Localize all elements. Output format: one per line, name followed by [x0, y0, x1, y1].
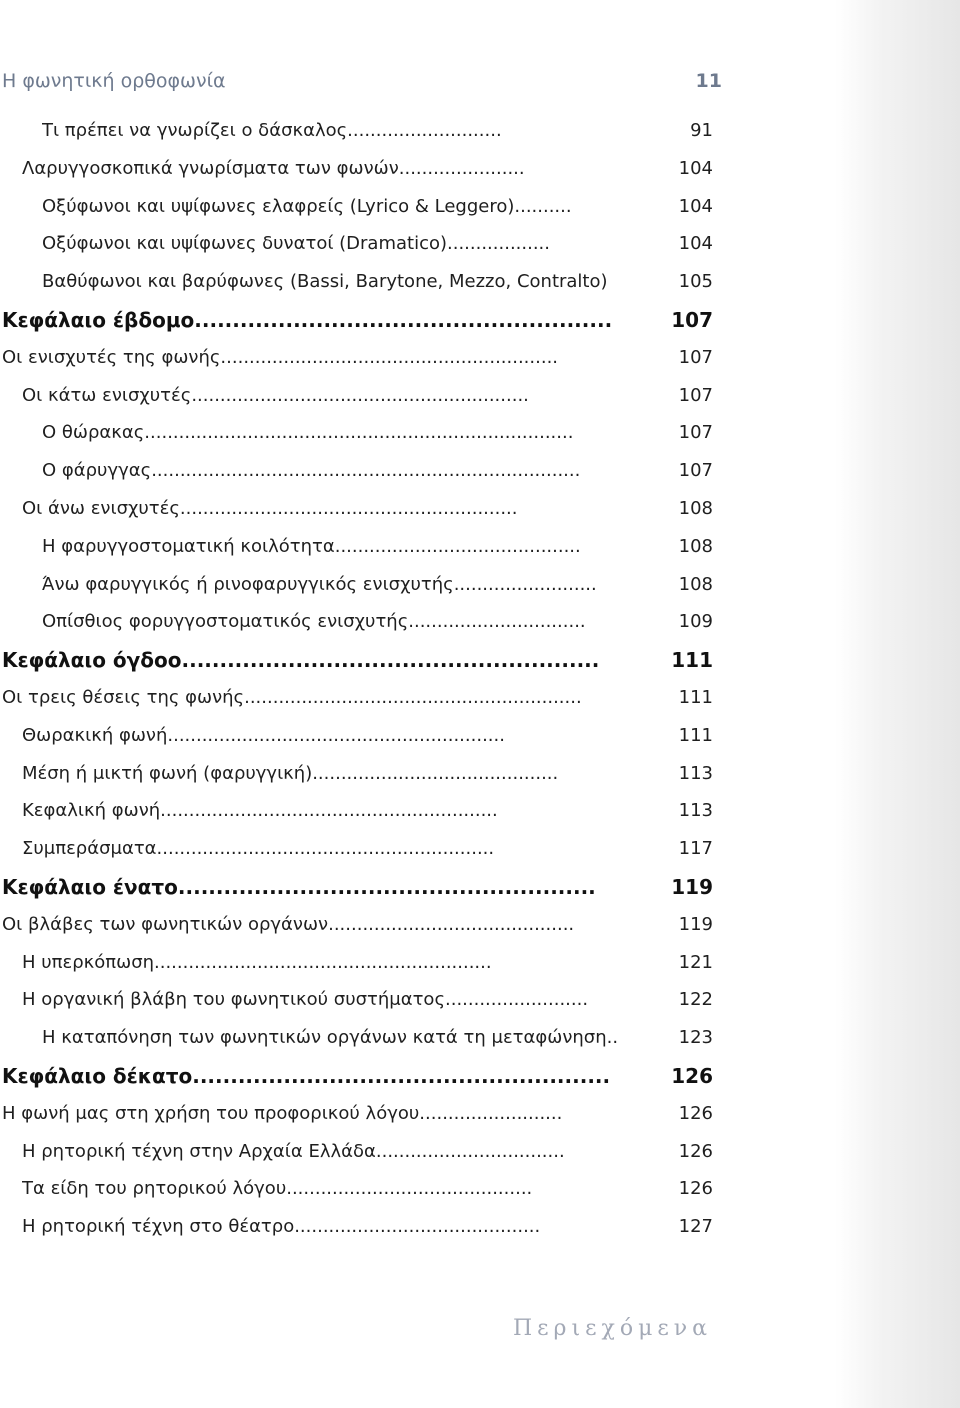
- toc-entry-title: Μέση ή μικτή φωνή (φαρυγγική)...........................................: [22, 763, 559, 784]
- toc-chapter-entry: [2, 872, 713, 902]
- toc-entry-page: 108: [679, 570, 713, 600]
- toc-entry: [22, 985, 713, 1015]
- toc-entry-title: Λαρυγγοσκοπικά γνωρίσματα των φωνών......................: [22, 158, 525, 179]
- toc-entry-title: Ο φάρυγγας...........................................................................: [42, 460, 581, 481]
- toc-entry: [42, 1023, 713, 1053]
- toc-entry-page: 107: [679, 381, 713, 411]
- toc-entry: [2, 1099, 713, 1129]
- toc-entry: [22, 796, 713, 826]
- toc-entry: [42, 116, 713, 146]
- toc-entry-page: 104: [679, 229, 713, 259]
- toc-entry-title: Οι άνω ενισχυτές...........................................................: [22, 498, 518, 519]
- toc-entry-page: 119: [671, 872, 713, 902]
- toc-entry-page: 113: [679, 759, 713, 789]
- toc-entry-page: 119: [679, 910, 713, 940]
- toc-entry-title: Οι βλάβες των φωνητικών οργάνων...........................................: [2, 914, 575, 935]
- toc-entry: [42, 607, 713, 637]
- toc-entry-title: Οι κάτω ενισχυτές...........................................................: [22, 385, 529, 406]
- toc-entry-page: 126: [679, 1137, 713, 1167]
- toc-entry-title: Κεφαλική φωνή...........................................................: [22, 800, 498, 821]
- toc-entry-title: Κεφάλαιο ένατο.......................................................: [2, 875, 596, 899]
- toc-entry-title: Η ρητορική τέχνη στην Αρχαία Ελλάδα.................................: [22, 1141, 565, 1162]
- toc-entry-title: Βαθύφωνοι και βαρύφωνες (Bassi, Barytone, Mezzo, Contralto): [42, 271, 608, 292]
- toc-entry: [42, 418, 713, 448]
- toc-entry-title: Οι τρεις θέσεις της φωνής...........................................................: [2, 687, 582, 708]
- running-footer-title: Περιεχόμενα: [512, 1316, 712, 1341]
- toc-entry-title: Ο θώρακας...........................................................................: [42, 422, 574, 443]
- toc-entry-title: Οξύφωνοι και υψίφωνες ελαφρείς (Lyrico & Leggero)..........: [42, 196, 572, 217]
- toc-entry: [42, 192, 713, 222]
- toc-entry-page: 113: [679, 796, 713, 826]
- toc-entry-page: 126: [679, 1099, 713, 1129]
- toc-entry-page: 107: [679, 456, 713, 486]
- toc-entry-title: Η οργανική βλάβη του φωνητικού συστήματος.........................: [22, 989, 589, 1010]
- toc-entry-page: 108: [679, 494, 713, 524]
- toc-entry-page: 104: [679, 154, 713, 184]
- toc-entry-page: 126: [671, 1061, 713, 1091]
- toc-entry-page: 104: [679, 192, 713, 222]
- toc-entry-title: Η φαρυγγοστοματική κοιλότητα...........................................: [42, 536, 581, 557]
- toc-chapter-entry: [2, 1061, 713, 1091]
- toc-entry-page: 107: [671, 305, 713, 335]
- toc-entry: [2, 343, 713, 373]
- toc-entry: [22, 1212, 713, 1242]
- toc-entry-title: Κεφάλαιο όγδοο.......................................................: [2, 648, 600, 672]
- toc-chapter-entry: [2, 305, 713, 335]
- running-header-title: Η φωνητική ορθοφωνία: [2, 70, 226, 92]
- toc-entry-title: Οι ενισχυτές της φωνής...........................................................: [2, 347, 559, 368]
- toc-entry-title: Οξύφωνοι και υψίφωνες δυνατοί (Dramatico)..................: [42, 233, 550, 254]
- toc-entry-title: Η υπερκόπωση...........................................................: [22, 952, 492, 973]
- toc-entry-title: Κεφάλαιο δέκατο.......................................................: [2, 1064, 611, 1088]
- toc-entry-title: Τι πρέπει να γνωρίζει ο δάσκαλος...........................: [42, 120, 502, 141]
- toc-entry-page: 108: [679, 532, 713, 562]
- toc-entry-title: Η ρητορική τέχνη στο θέατρο...........................................: [22, 1216, 541, 1237]
- toc-entry-page: 123: [679, 1023, 713, 1053]
- toc-entry: [42, 532, 713, 562]
- toc-entry-title: Συμπεράσματα...........................................................: [22, 838, 495, 859]
- toc-entry: [22, 381, 713, 411]
- toc-entry-page: 122: [679, 985, 713, 1015]
- toc-entry-page: 105: [679, 267, 713, 297]
- toc-entry: [22, 721, 713, 751]
- toc-entry-page: 107: [679, 418, 713, 448]
- toc-entry: [22, 154, 713, 184]
- toc-entry-page: 111: [679, 721, 713, 751]
- toc-entry: [2, 683, 713, 713]
- toc-entry: [2, 910, 713, 940]
- toc-entry: [42, 570, 713, 600]
- toc-entry-page: 127: [679, 1212, 713, 1242]
- toc-entry: [42, 229, 713, 259]
- toc-entry-page: 107: [679, 343, 713, 373]
- toc-chapter-entry: [2, 645, 713, 675]
- toc-entry-title: Η φωνή μας στη χρήση του προφορικού λόγου.........................: [2, 1103, 563, 1124]
- toc-entry: [42, 456, 713, 486]
- toc-entry: [22, 1137, 713, 1167]
- toc-entry: [22, 948, 713, 978]
- toc-entry-title: Κεφάλαιο έβδομο.......................................................: [2, 308, 613, 332]
- toc-entry-page: 111: [679, 683, 713, 713]
- toc-entry-page: 91: [690, 116, 713, 146]
- toc-entry-page: 121: [679, 948, 713, 978]
- toc-entry-page: 111: [671, 645, 713, 675]
- toc-entry-title: Άνω φαρυγγικός ή ρινοφαρυγγικός ενισχυτής.........................: [42, 574, 597, 595]
- toc-entry-page: 117: [679, 834, 713, 864]
- toc-entry-title: Η καταπόνηση των φωνητικών οργάνων κατά τη μεταφώνηση..: [42, 1027, 619, 1048]
- toc-entry-title: Θωρακική φωνή...........................................................: [22, 725, 505, 746]
- toc-entry-title: Οπίσθιος φορυγγοστοματικός ενισχυτής...............................: [42, 611, 586, 632]
- toc-entry-page: 126: [679, 1174, 713, 1204]
- toc-entry-title: Τα είδη του ρητορικού λόγου...........................................: [22, 1178, 533, 1199]
- toc-entry-page: 109: [679, 607, 713, 637]
- toc-entry: [22, 494, 713, 524]
- page-number: 11: [695, 70, 722, 92]
- toc-entry: [22, 834, 713, 864]
- toc-entry: [42, 267, 713, 297]
- toc-entry: [22, 1174, 713, 1204]
- toc-entry: [22, 759, 713, 789]
